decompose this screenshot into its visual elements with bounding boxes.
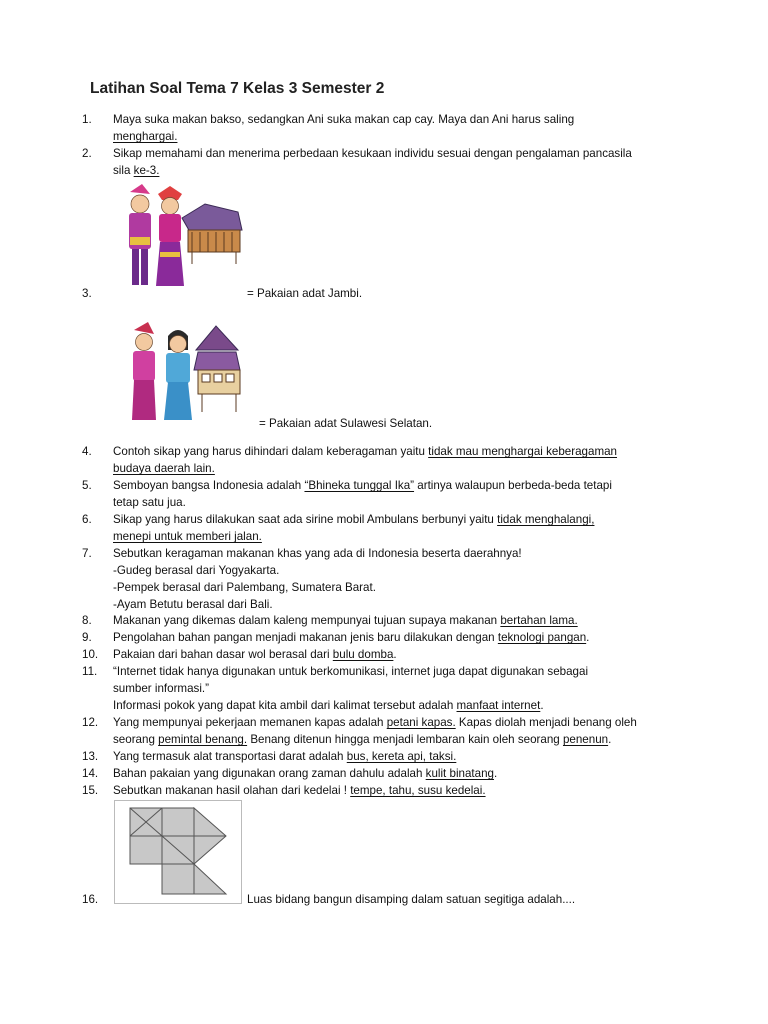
question-number: 16. (82, 893, 99, 906)
question-number: 2. (82, 147, 92, 160)
question-number: 6. (82, 513, 92, 526)
question-text: Semboyan bangsa Indonesia adalah “Bhineka tunggal Ika” artinya walaupun berbeda-beda tetapi tetap satu jua. (113, 479, 612, 509)
answer: ke-3. (133, 164, 160, 177)
question-text: Contoh sikap yang harus dihindari dalam keberagaman yaitu tidak mau menghargai keberagaman budaya daerah lain. (113, 445, 618, 475)
question-text: Sebutkan makanan hasil olahan dari kedelai ! tempe, tahu, susu kedelai. (113, 784, 486, 797)
answer: petani kapas. (386, 716, 456, 729)
question-text: Sikap yang harus dilakukan saat ada sirine mobil Ambulans berbunyi yaitu tidak menghalangi, menepi untuk memberi jalan. (113, 513, 595, 543)
list-item: -Pempek berasal dari Palembang, Sumatera Barat. (113, 581, 376, 594)
list-item: -Ayam Betutu berasal dari Bali. (113, 598, 273, 611)
question-number: 1. (82, 113, 92, 126)
question-number: 15. (82, 784, 99, 797)
question-text: Pakaian dari bahan dasar wol berasal dari bulu domba. (113, 648, 397, 661)
answer: menghargai. (113, 130, 178, 143)
question-number: 7. (82, 547, 92, 560)
answer: kulit binatang (425, 767, 494, 780)
answer: budaya daerah lain. (113, 462, 215, 475)
answer: tidak mau menghargai keberagaman (428, 445, 618, 458)
question-number: 4. (82, 445, 92, 458)
sulawesi-costume-illustration (128, 320, 253, 426)
question-text: Sikap memahami dan menerima perbedaan kesukaan individu sesuai dengan pengalaman pancasila sila ke-3. (113, 147, 632, 177)
question-number: 8. (82, 614, 92, 627)
question-text: Pengolahan bahan pangan menjadi makanan jenis baru dilakukan dengan teknologi pangan. (113, 631, 590, 644)
answer: “Bhineka tunggal Ika” (304, 479, 415, 492)
question-number: 3. (82, 287, 92, 300)
answer: tempe, tahu, susu kedelai. (350, 784, 486, 797)
question-text: Bahan pakaian yang digunakan orang zaman dahulu adalah kulit binatang. (113, 767, 498, 780)
question-number: 12. (82, 716, 99, 729)
question-text: Yang mempunyai pekerjaan memanen kapas adalah petani kapas. Kapas diolah menjadi benang oleh seorang pemintal benang. Benang ditenun hingga menjadi lembaran kain oleh seorang penenun. (113, 716, 637, 746)
answer: penenun (562, 733, 609, 746)
list-item: -Gudeg berasal dari Yogyakarta. (113, 564, 280, 577)
question-text: Maya suka makan bakso, sedangkan Ani suka makan cap cay. Maya dan Ani harus saling menghargai. (113, 113, 575, 143)
caption-sulawesi: = Pakaian adat Sulawesi Selatan. (259, 417, 433, 430)
question-text: “Internet tidak hanya digunakan untuk berkomunikasi, internet juga dapat digunakan sebagai sumber informasi.” Informasi pokok yang dapat kita ambil dari kalimat tersebut adalah manfaat internet. (113, 665, 589, 712)
question-text: Makanan yang dikemas dalam kaleng mempunyai tujuan supaya makanan bertahan lama. (113, 614, 578, 627)
jambi-costume-illustration (120, 182, 245, 294)
question-number: 5. (82, 479, 92, 492)
caption-jambi: = Pakaian adat Jambi. (247, 287, 363, 300)
page-title: Latihan Soal Tema 7 Kelas 3 Semester 2 (90, 80, 385, 97)
answer: bus, kereta api, taksi. (346, 750, 457, 763)
answer: menepi untuk memberi jalan. (113, 530, 262, 543)
question-number: 11. (82, 665, 98, 678)
question-text: Sebutkan keragaman makanan khas yang ada di Indonesia beserta daerahnya! -Gudeg berasal dari Yogyakarta. -Pempek berasal dari Palembang, Sumatera Barat. -Ayam Betutu berasal dari Bali. (113, 547, 522, 611)
question-number: 10. (82, 648, 99, 661)
answer: bertahan lama. (500, 614, 578, 627)
question-text: Yang termasuk alat transportasi darat adalah bus, kereta api, taksi. (113, 750, 457, 763)
question-number: 13. (82, 750, 99, 763)
grid-shape-figure (114, 800, 242, 904)
answer: tidak menghalangi, (497, 513, 595, 526)
answer: teknologi pangan (497, 631, 587, 644)
question-number: 9. (82, 631, 92, 644)
answer: pemintal benang. (158, 733, 248, 746)
question-16-text: Luas bidang bangun disamping dalam satuan segitiga adalah.... (247, 893, 576, 906)
answer: manfaat internet (456, 699, 541, 712)
question-number: 14. (82, 767, 99, 780)
answer: bulu domba (332, 648, 394, 661)
